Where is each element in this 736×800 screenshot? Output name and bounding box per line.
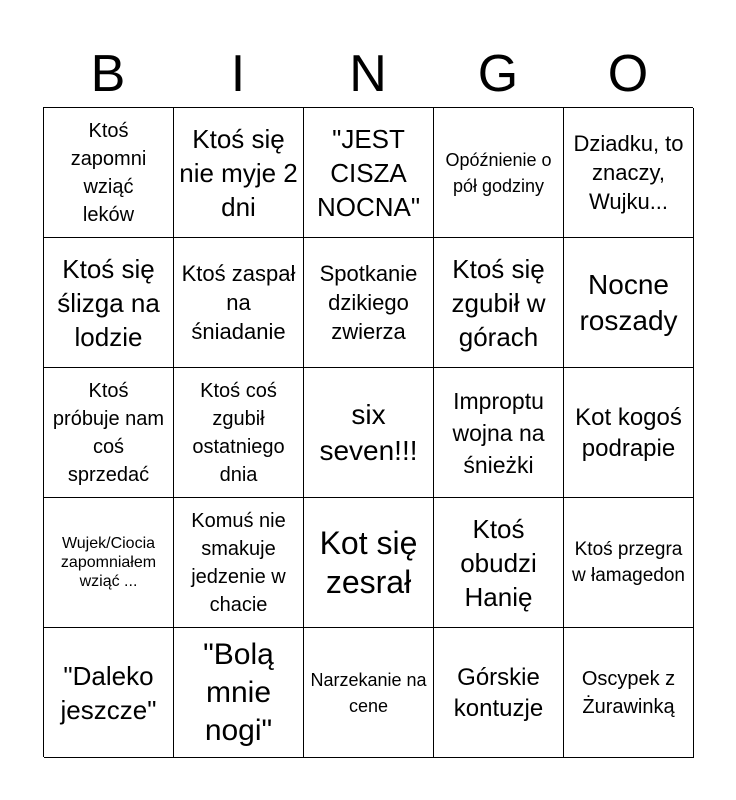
bingo-header bbox=[43, 40, 693, 108]
bingo-cell[interactable] bbox=[564, 108, 694, 238]
bingo-cell[interactable] bbox=[44, 368, 174, 498]
cell-text: Wujek/Ciocia zapomniałem wziąć ... bbox=[60, 535, 157, 590]
cell-text: Ktoś się nie myje 2 dni bbox=[179, 123, 298, 222]
bingo-cell[interactable] bbox=[44, 498, 174, 628]
cell-text: Ktoś zapomni wziąć leków bbox=[70, 119, 147, 226]
cell-text: Nocne roszady bbox=[579, 268, 678, 336]
header-letter-n: N bbox=[349, 45, 387, 103]
cell-text: Komuś nie smakuje jedzenie w chacie bbox=[191, 509, 286, 616]
cell-text: Ktoś się ślizga na lodzie bbox=[57, 253, 160, 352]
bingo-cell[interactable] bbox=[304, 368, 434, 498]
bingo-cell[interactable] bbox=[434, 238, 564, 368]
cell-text: "Daleko jeszcze" bbox=[60, 660, 157, 725]
bingo-cell[interactable] bbox=[304, 108, 434, 238]
bingo-cell[interactable] bbox=[434, 628, 564, 758]
bingo-cell[interactable] bbox=[174, 108, 304, 238]
cell-text: Spotkanie dzikiego zwierza bbox=[319, 261, 418, 344]
bingo-cell[interactable] bbox=[44, 628, 174, 758]
cell-text: Dziadku, to znaczy, Wujku... bbox=[573, 131, 684, 214]
cell-text: "JEST CISZA NOCNA" bbox=[316, 123, 421, 222]
bingo-cell[interactable] bbox=[434, 108, 564, 238]
cell-text: Improptu wojna na śnieżki bbox=[452, 387, 545, 478]
cell-text: Opóźnienie o pół godziny bbox=[445, 149, 552, 196]
cell-text: Oscypek z Żurawinką bbox=[581, 667, 676, 718]
header-letter-b: B bbox=[90, 45, 126, 103]
cell-text: "Bolą mnie nogi" bbox=[203, 637, 274, 747]
bingo-cell[interactable] bbox=[174, 238, 304, 368]
header-letter-o: O bbox=[607, 45, 649, 103]
bingo-cell[interactable] bbox=[44, 238, 174, 368]
cell-text: six seven!!! bbox=[319, 398, 418, 466]
cell-text: Ktoś coś zgubił ostatniego dnia bbox=[192, 379, 285, 486]
cell-text: Górskie kontuzje bbox=[453, 663, 544, 722]
cell-text: Ktoś obudzi Hanię bbox=[460, 513, 537, 612]
bingo-cell[interactable] bbox=[434, 368, 564, 498]
bingo-cell[interactable] bbox=[564, 628, 694, 758]
bingo-cell[interactable] bbox=[564, 368, 694, 498]
header-letter-i: I bbox=[230, 45, 246, 103]
cell-text: Ktoś próbuje nam coś sprzedać bbox=[52, 379, 165, 486]
bingo-cell[interactable] bbox=[174, 498, 304, 628]
bingo-cell[interactable] bbox=[564, 238, 694, 368]
bingo-cell[interactable] bbox=[44, 108, 174, 238]
cell-text: Kot kogoś podrapie bbox=[575, 403, 682, 462]
bingo-cell[interactable] bbox=[304, 628, 434, 758]
bingo-cell[interactable] bbox=[174, 628, 304, 758]
bingo-board bbox=[43, 107, 693, 757]
cell-text: Ktoś zaspał na śniadanie bbox=[181, 261, 296, 344]
bingo-cell[interactable] bbox=[564, 498, 694, 628]
bingo-cell[interactable] bbox=[434, 498, 564, 628]
cell-text: Ktoś się zgubił w górach bbox=[451, 253, 546, 352]
header-letter-g: G bbox=[477, 45, 519, 103]
cell-text: Narzekanie na cene bbox=[310, 669, 427, 716]
bingo-cell[interactable] bbox=[174, 368, 304, 498]
cell-text: Kot się zesrał bbox=[319, 524, 418, 600]
bingo-cell[interactable] bbox=[304, 238, 434, 368]
cell-text: Ktoś przegra w łamagedon bbox=[571, 538, 686, 586]
bingo-cell[interactable] bbox=[304, 498, 434, 628]
